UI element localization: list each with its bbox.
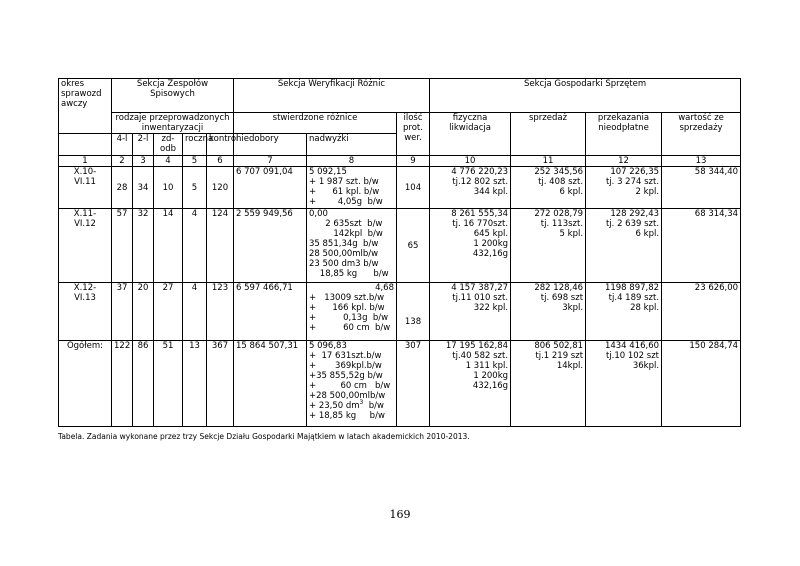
column-number: 10: [430, 156, 511, 167]
table-row: [59, 209, 741, 283]
surplus-line: 5 092,15: [309, 167, 347, 177]
superscript-3: 3: [359, 399, 364, 407]
sale-line: tj.1 219 szt: [535, 351, 584, 361]
transfer-line: 128 292,43: [610, 209, 660, 219]
cell-sale: [511, 209, 586, 283]
header-row-groups: [59, 113, 741, 134]
surplus-line: 0,00: [309, 209, 328, 219]
liquidation-line: 8 261 555,34: [451, 209, 509, 219]
total-label: Ogółem:: [59, 341, 112, 427]
transfer-line: tj. 3 274 szt.: [605, 177, 660, 187]
surplus-line: 23 500 dm3 b/w: [309, 259, 379, 269]
surplus-line: 35 851,34g b/w: [309, 239, 379, 249]
cell-surpluses: [307, 209, 397, 283]
column-number: 7: [234, 156, 307, 167]
surplus-line: + 13009 szt.b/w: [309, 293, 385, 303]
column-number: 11: [511, 156, 586, 167]
column-number: 9: [397, 156, 430, 167]
sale-line: tj. 698 szt: [540, 293, 584, 303]
cell-shortages: 2 559 949,56: [234, 209, 307, 283]
surplus-line: 18,85 kg b/w: [309, 269, 389, 279]
column-number: 8: [307, 156, 397, 167]
surplus-dm-unit: b/w: [363, 401, 384, 411]
header-physical-liquidation: fizyczna likwidacja: [430, 113, 511, 156]
column-number: 3: [133, 156, 154, 167]
cell-2l: 20: [133, 283, 154, 341]
header-section1: Sekcja Zespołów Spisowych: [112, 79, 234, 113]
sale-line: 14kpl.: [556, 361, 584, 371]
cell-sale: [511, 283, 586, 341]
surplus-line: +28 500,00mlb/w: [309, 391, 386, 401]
sale-line: tj. 408 szt.: [538, 177, 584, 187]
header-sale-value: wartość ze sprzedaży: [662, 113, 741, 156]
row-period-line: X.12-: [73, 283, 97, 293]
liquidation-line: 17 195 162,84: [445, 341, 509, 351]
column-number: 4: [154, 156, 183, 167]
cell-kontrol: 120: [207, 167, 234, 209]
surplus-line: 142kpl b/w: [309, 229, 383, 239]
table-caption: Tabela. Zadania wykonane przez trzy Sekcje Działu Gospodarki Majątkiem w latach akademickich 2010-2013.: [58, 432, 470, 441]
row-period: [59, 209, 112, 283]
sale-line: 6 kpl.: [559, 187, 584, 197]
surplus-line: + 4,05g b/w: [309, 197, 383, 207]
header-free-transfer: przekazania nieodpłatne: [586, 113, 662, 156]
row-period-line: VI.11: [74, 177, 96, 187]
header-roczna: roczna: [183, 134, 207, 156]
header-inventory-types: rodzaje przeprowadzonych inwentaryzacji: [112, 113, 234, 134]
sale-line: tj. 113szt.: [540, 219, 584, 229]
transfer-line: 36kpl.: [632, 361, 660, 371]
liquidation-line: 4 776 220,23: [451, 167, 509, 177]
surplus-line: + 60 cm b/w: [309, 323, 391, 333]
liquidation-line: tj.12 802 szt.: [452, 177, 509, 187]
sale-line: 806 502,81: [534, 341, 584, 351]
column-number: 12: [586, 156, 662, 167]
cell-kontrol: 123: [207, 283, 234, 341]
column-number: 13: [662, 156, 741, 167]
cell-protocols: 104: [397, 167, 430, 209]
header-zdodb: zd-odb: [154, 134, 183, 156]
cell-zdodb: 27: [154, 283, 183, 341]
row-period-line: X.10-: [73, 167, 97, 177]
cell-zdodb: 10: [154, 167, 183, 209]
surplus-line: 5 096,83: [309, 341, 347, 351]
cell-surpluses: [307, 283, 397, 341]
cell-sale-value: 68 314,34: [662, 209, 741, 283]
total-surpluses: [307, 341, 397, 427]
cell-2l: 34: [133, 167, 154, 209]
transfer-line: 1198 897,82: [604, 283, 660, 293]
cell-protocols: 138: [397, 283, 430, 341]
header-4l: 4-l: [112, 134, 133, 156]
cell-surpluses: [307, 167, 397, 209]
cell-liquidation: [430, 209, 511, 283]
header-surpluses: nadwyżki: [307, 134, 397, 156]
cell-liquidation: [430, 167, 511, 209]
header-2l: 2-l: [133, 134, 154, 156]
total-2l: 86: [133, 341, 154, 427]
surplus-line: + 0,13g b/w: [309, 313, 389, 323]
liquidation-line: 432,16g: [472, 381, 509, 391]
row-period-line: VI.13: [74, 293, 96, 303]
header-period: [59, 79, 112, 134]
cell-liquidation: [430, 283, 511, 341]
liquidation-line: 1 200kg: [473, 239, 509, 249]
cell-sale-value: 58 344,40: [662, 167, 741, 209]
cell-sale-value: 23 626,00: [662, 283, 741, 341]
surplus-line: + 60 cm b/w: [309, 381, 391, 391]
liquidation-line: tj.40 582 szt.: [452, 351, 509, 361]
sale-line: 3kpl.: [562, 303, 584, 313]
total-protocols: 307: [397, 341, 430, 427]
surplus-line: + 61 kpl. b/w: [309, 187, 380, 197]
total-roczna: 13: [183, 341, 207, 427]
surplus-line: + 17 631szt.b/w: [309, 351, 382, 361]
liquidation-line: 432,16g: [472, 249, 509, 259]
header-period-line: sprawozd: [61, 89, 102, 99]
liquidation-line: tj.11 010 szt.: [452, 293, 509, 303]
surplus-line: +35 855,52g b/w: [309, 371, 383, 381]
surplus-line: 4,68: [375, 283, 394, 293]
liquidation-line: 645 kpl.: [473, 229, 509, 239]
row-period: [59, 167, 112, 209]
header-row-numbers: [59, 156, 741, 167]
header-found-differences: stwierdzone różnice: [234, 113, 397, 134]
table-row: [59, 167, 741, 209]
liquidation-line: 1 200kg: [473, 371, 509, 381]
row-period-line: VI.12: [74, 219, 96, 229]
row-period-line: X.11-: [73, 209, 97, 219]
liquidation-line: 4 157 387,27: [451, 283, 509, 293]
column-number: 2: [112, 156, 133, 167]
transfer-line: 1434 416,60: [604, 341, 660, 351]
row-period: [59, 283, 112, 341]
surplus-line: 28 500,00mlb/w: [309, 249, 379, 259]
cell-protocols: 65: [397, 209, 430, 283]
header-sale: sprzedaż: [511, 113, 586, 156]
surplus-line: + 18,85 kg b/w: [309, 411, 385, 421]
surplus-dm-text: + 23,50 dm: [309, 401, 360, 411]
header-section2: Sekcja Weryfikacji Różnic: [234, 79, 430, 113]
column-number: 1: [59, 156, 112, 167]
cell-sale: [511, 167, 586, 209]
cell-roczna: 5: [183, 167, 207, 209]
header-kontrol: kontrol: [207, 134, 234, 156]
cell-kontrol: 124: [207, 209, 234, 283]
transfer-line: 2 kpl.: [635, 187, 660, 197]
liquidation-line: tj. 16 770szt.: [452, 219, 509, 229]
surplus-line: 2 635szt b/w: [309, 219, 383, 229]
liquidation-line: 1 311 kpl.: [465, 361, 509, 371]
cell-2l: 32: [133, 209, 154, 283]
header-empty-cell: [59, 134, 112, 156]
cell-transfer: [586, 167, 662, 209]
cell-4l: 37: [112, 283, 133, 341]
surplus-line: + 166 kpl. b/w: [309, 303, 385, 313]
page-number: 169: [389, 508, 411, 521]
transfer-line: tj.4 189 szt.: [608, 293, 660, 303]
sale-line: 5 kpl.: [559, 229, 584, 239]
transfer-line: tj. 2 639 szt.: [605, 219, 660, 229]
total-liquidation: [430, 341, 511, 427]
total-row: [59, 341, 741, 427]
sale-line: 252 345,56: [534, 167, 584, 177]
transfer-line: 28 kpl.: [630, 303, 660, 313]
results-table: [58, 78, 741, 427]
total-zdodb: 51: [154, 341, 183, 427]
header-shortages: niedobory: [234, 134, 307, 156]
transfer-line: 6 kpl.: [635, 229, 660, 239]
total-4l: 122: [112, 341, 133, 427]
cell-shortages: 6 597 466,71: [234, 283, 307, 341]
total-kontrol: 367: [207, 341, 234, 427]
surplus-line: [309, 401, 394, 411]
column-number: 6: [207, 156, 234, 167]
header-row-sections: [59, 79, 741, 113]
header-period-line: awczy: [61, 99, 88, 109]
total-sale-value: 150 284,74: [662, 341, 741, 427]
liquidation-line: 322 kpl.: [473, 303, 509, 313]
total-transfer: [586, 341, 662, 427]
sale-line: 282 128,46: [534, 283, 584, 293]
liquidation-line: 344 kpl.: [473, 187, 509, 197]
surplus-line: + 1 987 szt. b/w: [309, 177, 379, 187]
table-row: [59, 283, 741, 341]
cell-roczna: 4: [183, 283, 207, 341]
transfer-line: tj.10 102 szt: [605, 351, 660, 361]
total-sale: [511, 341, 586, 427]
total-shortages: 15 864 507,31: [234, 341, 307, 427]
cell-roczna: 4: [183, 209, 207, 283]
transfer-line: 107 226,35: [610, 167, 660, 177]
cell-4l: 57: [112, 209, 133, 283]
sale-line: 272 028,79: [534, 209, 584, 219]
header-section3: Sekcja Gospodarki Sprzętem: [430, 79, 741, 113]
column-number: 5: [183, 156, 207, 167]
cell-transfer: [586, 283, 662, 341]
cell-transfer: [586, 209, 662, 283]
surplus-line: + 369kpl.b/w: [309, 361, 382, 371]
cell-zdodb: 14: [154, 209, 183, 283]
header-period-line: okres: [61, 79, 85, 89]
cell-4l: 28: [112, 167, 133, 209]
header-protocols: ilość prot. wer.: [397, 113, 430, 156]
cell-shortages: 6 707 091,04: [234, 167, 307, 209]
